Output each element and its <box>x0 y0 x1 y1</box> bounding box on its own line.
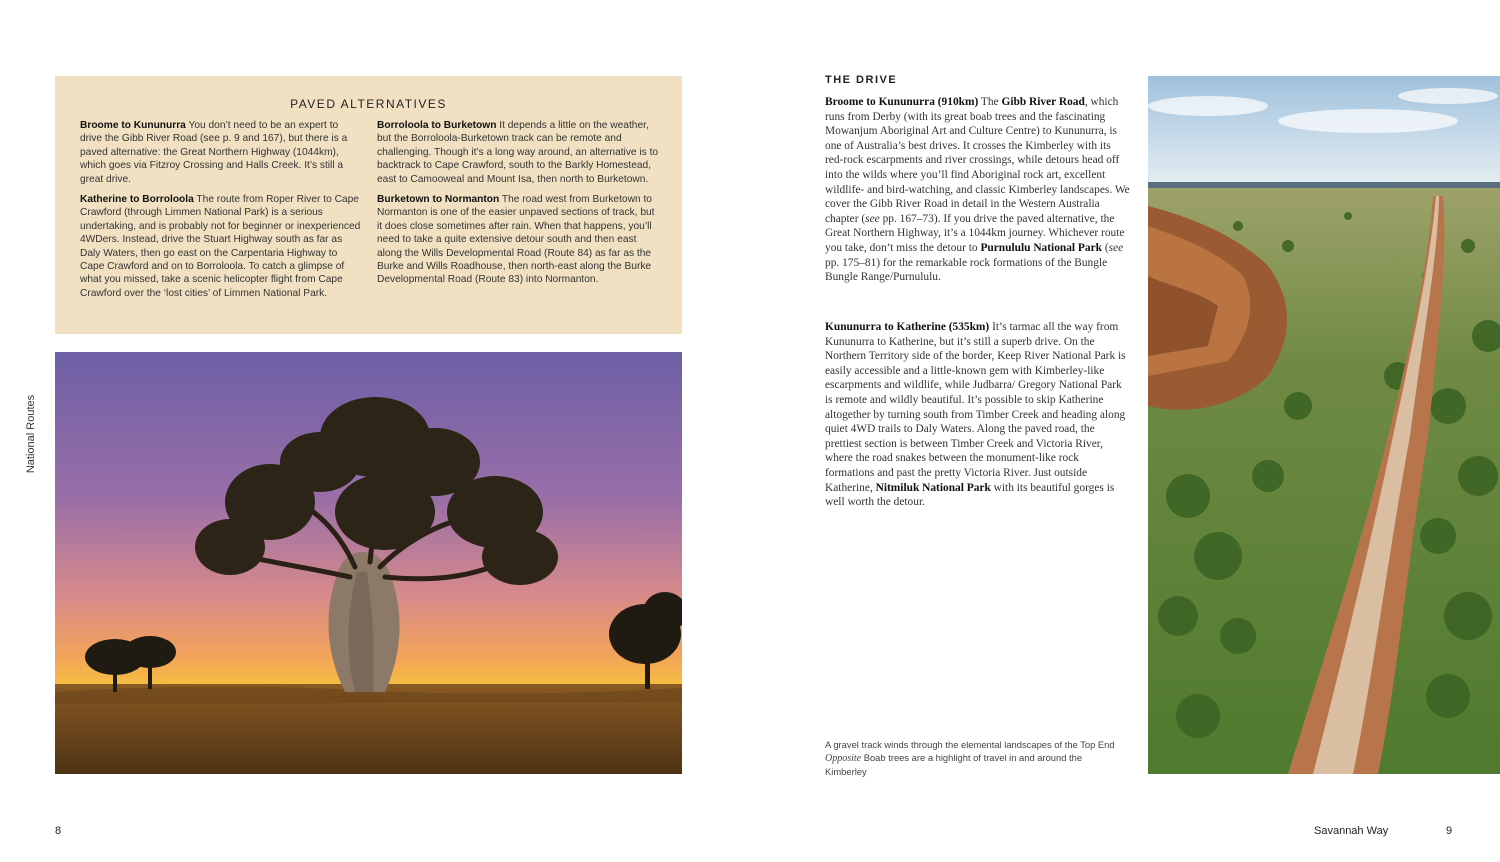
box-entry <box>377 119 659 186</box>
paragraph-text: ( <box>1101 241 1109 254</box>
box-entry-heading: Borroloola to Burketown <box>377 120 497 131</box>
paragraph-text: with its beautiful gorges is well worth the detour. <box>825 481 1115 509</box>
caption-text: A gravel track winds through the elemental landscapes of the Top End <box>825 739 1115 750</box>
paragraph-text: pp. 175–81) for the remarkable rock formations of the Bungle Bungle Range/Purnululu. <box>825 256 1108 284</box>
box-entry <box>377 193 659 287</box>
boab-tree-illustration <box>55 352 682 774</box>
route-heading: Broome to Kununurra (910km) <box>825 96 979 108</box>
boab-tree-photo <box>55 352 682 774</box>
highlight-name: Nitmiluk National Park <box>875 481 991 494</box>
box-entry-text: The road west from Burketown to Normanton is one of the easier unpaved sections of track, but it does close sometimes after rain. When that happens, you’ll need to take a quite extensive detour south and then east along the Wills Developmental Road (Route 84) as far as the Burke and Wills Roadhouse, then north-east along the Burke Developmental Road (Route 83) into Normanton. <box>377 194 655 286</box>
paved-alternatives-box <box>55 76 682 334</box>
gravel-road-photo <box>1148 76 1500 774</box>
box-entry-text: You don’t need to be an expert to drive the Gibb River Road (see p. 9 and 167), but there is a paved alternative: the Great Northern Highway (1044km), which goes via Fitzroy Crossing and Halls Creek. It’s still a great drive. <box>80 120 348 185</box>
route-heading: Kununurra to Katherine (535km) <box>825 321 990 333</box>
drive-paragraph-2 <box>825 320 1130 510</box>
highlight-name: Purnululu National Park <box>980 241 1102 254</box>
page-number-left: 8 <box>55 825 62 837</box>
see-reference: see <box>1108 241 1124 254</box>
box-entry <box>80 193 362 300</box>
paragraph-text: The <box>978 96 1002 108</box>
paragraph-text: , which runs from Derby (with its great boab trees and the fascinating Mowanjum Aboriginal Art and Culture Centre) to Kununurra, is one of Australia’s best drives. It crosses the Kimberley with its red-rock escarpments and river crossings, while detours head off into the wilds where you’ll find Aboriginal rock art, excellent wildlife- and bird-watching, and classic Kimberley landscapes. We cover the Gibb River Road in detail in the Western Australia chapter ( <box>825 96 1130 225</box>
box-title: PAVED ALTERNATIVES <box>290 97 447 111</box>
drive-heading: THE DRIVE <box>825 74 898 86</box>
box-entry-heading: Katherine to Borroloola <box>80 194 194 206</box>
paragraph-text: It’s tarmac all the way from Kununurra to Katherine, but it’s still a superb drive. On the Northern Territory side of the border, Keep River National Park is easily accessible and a little-known gem with Kimberley-like escarpments and wildlife, while Judbarra/ Gregory National Park is remote and wildly beautiful. It’s possible to skip Katherine altogether by turning south from Timber Creek and heading along quiet 4WD trails to Daly Waters. Along the paved road, the prettiest section is between Timber Creek and Victoria River, where the road snakes between the monument-like rock formations and past the pretty Victoria River. Just outside Katherine, <box>825 321 1126 494</box>
box-entry-text: The route from Roper River to Cape Crawford (through Limmen National Park) is a serious undertaking, and is probably not for beginner or inexperienced 4WDers. Instead, drive the Stuart Highway south as far as Daly Waters, then go east on the Carpentaria Highway to Cape Crawford and on to Borroloola. To catch a glimpse of what you missed, take a scenic helicopter flight from Cape Crawford over the ‘lost cities’ of Limmen National Park. <box>80 194 361 299</box>
page-number-right: 9 <box>1446 825 1453 837</box>
caption-opposite: Opposite <box>825 752 862 764</box>
running-head: Savannah Way <box>1314 825 1389 837</box>
gravel-road-illustration <box>1148 76 1500 774</box>
section-side-label <box>24 390 38 480</box>
see-reference: see <box>865 212 880 225</box>
box-column-right <box>377 119 659 294</box>
box-entry <box>80 119 362 186</box>
paragraph-text: pp. 167–73). If you drive the paved alternative, the Great Northern Highway, it’s a 1044km journey. Whichever route you take, don’t miss the detour to <box>825 212 1125 254</box>
highlight-name: Gibb River Road <box>1001 96 1085 108</box>
caption-text: Boab trees are a highlight of travel in and around the Kimberley <box>825 751 1083 777</box>
box-column-left <box>80 119 362 307</box>
box-entry-text: It depends a little on the weather, but the Borroloola-Burketown track can be remote and challenging. Though it’s a long way around, an alternative is to backtrack to Cape Crawford, south to the Barkly Homestead, east to Camooweal and Mount Isa, then north to Burketown. <box>377 120 659 185</box>
section-side-label-text: National Routes <box>25 394 37 474</box>
box-entry-heading: Broome to Kununurra <box>80 120 186 131</box>
drive-paragraph-1 <box>825 95 1130 285</box>
photo-caption <box>825 739 1125 778</box>
box-entry-heading: Burketown to Normanton <box>377 194 500 206</box>
